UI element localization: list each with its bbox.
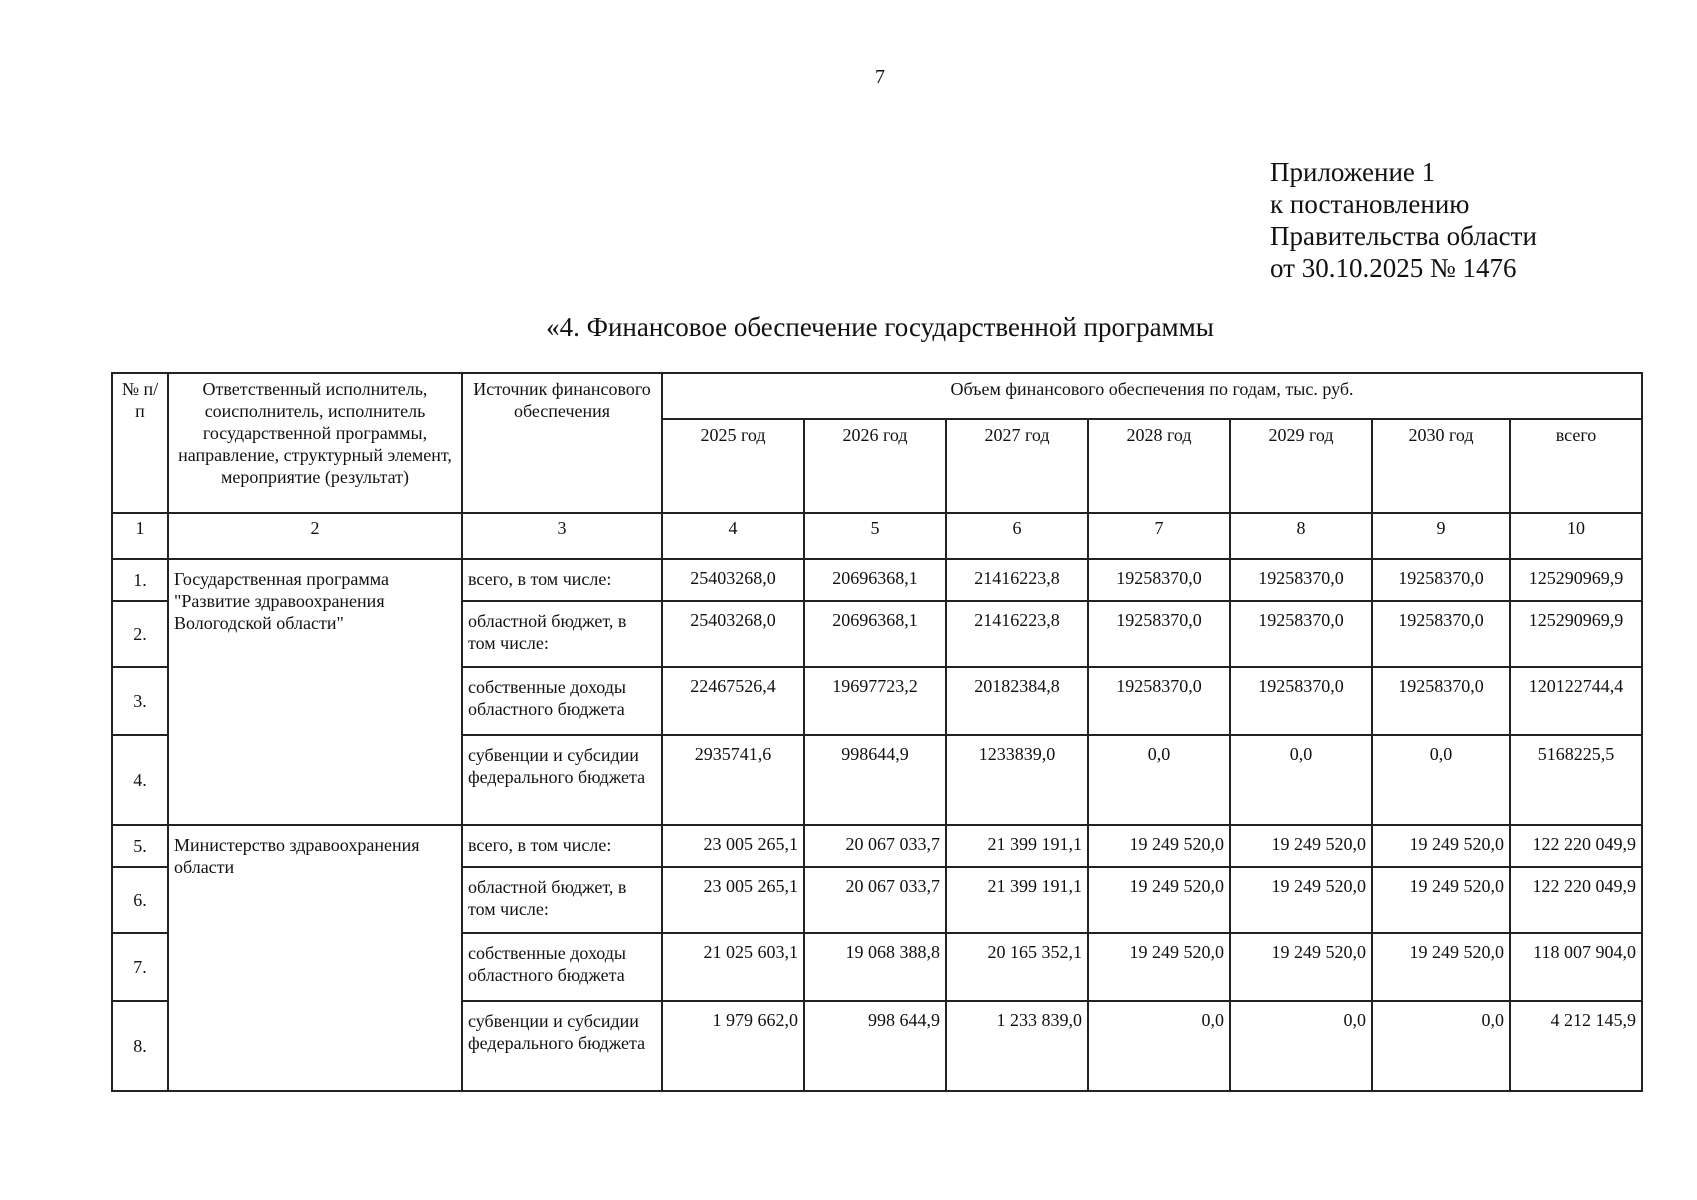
header-volume: Объем финансового обеспечения по годам, тыс. руб. [662,373,1642,419]
header-year-2029: 2029 год [1230,419,1372,513]
section-title: «4. Финансовое обеспечение государственной программы [546,312,1214,342]
appendix-line: к постановлению [1270,189,1470,219]
value-cell: 25403268,0 [662,601,804,667]
value-cell: 21 025 603,1 [662,933,804,1001]
value-cell: 20182384,8 [946,667,1088,735]
source-cell: всего, в том числе: [462,825,662,867]
column-number: 4 [662,513,804,559]
value-cell: 0,0 [1088,1001,1230,1091]
column-number: 6 [946,513,1088,559]
value-cell: 19258370,0 [1230,601,1372,667]
row-number: 8. [112,1001,168,1091]
appendix-line: Правительства области [1270,221,1537,251]
value-cell: 23 005 265,1 [662,867,804,933]
executor-cell: Государственная программа "Развитие здравоохранения Вологодской области" [168,559,462,825]
value-cell: 0,0 [1372,735,1510,825]
value-cell: 1 979 662,0 [662,1001,804,1091]
value-cell: 19 249 520,0 [1088,825,1230,867]
value-cell: 2935741,6 [662,735,804,825]
column-number: 1 [112,513,168,559]
value-cell: 20 067 033,7 [804,825,946,867]
row-number: 5. [112,825,168,867]
source-cell: собственные доходы областного бюджета [462,933,662,1001]
value-cell: 5168225,5 [1510,735,1642,825]
column-number: 10 [1510,513,1642,559]
value-cell: 20 067 033,7 [804,867,946,933]
column-number: 8 [1230,513,1372,559]
value-cell: 19 249 520,0 [1230,933,1372,1001]
column-number: 9 [1372,513,1510,559]
value-cell: 21416223,8 [946,559,1088,601]
value-cell: 0,0 [1088,735,1230,825]
value-cell: 0,0 [1372,1001,1510,1091]
appendix-block [1270,156,1537,284]
value-cell: 19697723,2 [804,667,946,735]
header-year-2027: 2027 год [946,419,1088,513]
value-cell: 122 220 049,9 [1510,825,1642,867]
header-year-2030: 2030 год [1372,419,1510,513]
value-cell: 19258370,0 [1372,601,1510,667]
value-cell: 125290969,9 [1510,559,1642,601]
value-cell: 19258370,0 [1088,601,1230,667]
value-cell: 0,0 [1230,735,1372,825]
value-cell: 19 249 520,0 [1372,825,1510,867]
source-cell: всего, в том числе: [462,559,662,601]
column-number: 3 [462,513,662,559]
value-cell: 21 399 191,1 [946,867,1088,933]
row-number: 6. [112,867,168,933]
value-cell: 1 233 839,0 [946,1001,1088,1091]
header-executor: Ответственный исполнитель, соисполнитель, исполнитель государственной программы, направление, структурный элемент, мероприятие (результат) [168,373,462,513]
value-cell: 125290969,9 [1510,601,1642,667]
column-number: 2 [168,513,462,559]
value-cell: 19 068 388,8 [804,933,946,1001]
value-cell: 25403268,0 [662,559,804,601]
table-row [112,825,1642,867]
column-number: 7 [1088,513,1230,559]
value-cell: 118 007 904,0 [1510,933,1642,1001]
value-cell: 19258370,0 [1230,667,1372,735]
executor-cell: Министерство здравоохранения области [168,825,462,1091]
value-cell: 19258370,0 [1088,559,1230,601]
value-cell: 19258370,0 [1230,559,1372,601]
value-cell: 19 249 520,0 [1372,867,1510,933]
value-cell: 19258370,0 [1088,667,1230,735]
appendix-line: Приложение 1 [1270,157,1436,187]
header-year-2025: 2025 год [662,419,804,513]
row-number: 3. [112,667,168,735]
value-cell: 19 249 520,0 [1230,867,1372,933]
value-cell: 120122744,4 [1510,667,1642,735]
source-cell: субвенции и субсидии федерального бюджета [462,1001,662,1091]
source-cell: областной бюджет, в том числе: [462,867,662,933]
value-cell: 19258370,0 [1372,667,1510,735]
value-cell: 122 220 049,9 [1510,867,1642,933]
column-number: 5 [804,513,946,559]
source-cell: субвенции и субсидии федерального бюджета [462,735,662,825]
header-no: № п/п [112,373,168,513]
value-cell: 19 249 520,0 [1088,867,1230,933]
table-row [112,559,1642,601]
row-number: 1. [112,559,168,601]
header-total: всего [1510,419,1642,513]
value-cell: 20 165 352,1 [946,933,1088,1001]
value-cell: 0,0 [1230,1001,1372,1091]
header-source: Источник финансового обеспечения [462,373,662,513]
value-cell: 23 005 265,1 [662,825,804,867]
header-year-2028: 2028 год [1088,419,1230,513]
value-cell: 998644,9 [804,735,946,825]
value-cell: 20696368,1 [804,601,946,667]
row-number: 4. [112,735,168,825]
value-cell: 19258370,0 [1372,559,1510,601]
value-cell: 998 644,9 [804,1001,946,1091]
page-number: 7 [875,66,885,88]
value-cell: 1233839,0 [946,735,1088,825]
value-cell: 20696368,1 [804,559,946,601]
value-cell: 19 249 520,0 [1230,825,1372,867]
value-cell: 19 249 520,0 [1088,933,1230,1001]
value-cell: 4 212 145,9 [1510,1001,1642,1091]
row-number: 7. [112,933,168,1001]
appendix-line: от 30.10.2025 № 1476 [1270,253,1517,283]
source-cell: собственные доходы областного бюджета [462,667,662,735]
source-cell: областной бюджет, в том числе: [462,601,662,667]
value-cell: 21416223,8 [946,601,1088,667]
row-number: 2. [112,601,168,667]
value-cell: 22467526,4 [662,667,804,735]
header-year-2026: 2026 год [804,419,946,513]
value-cell: 19 249 520,0 [1372,933,1510,1001]
value-cell: 21 399 191,1 [946,825,1088,867]
financing-table [111,372,1643,1092]
